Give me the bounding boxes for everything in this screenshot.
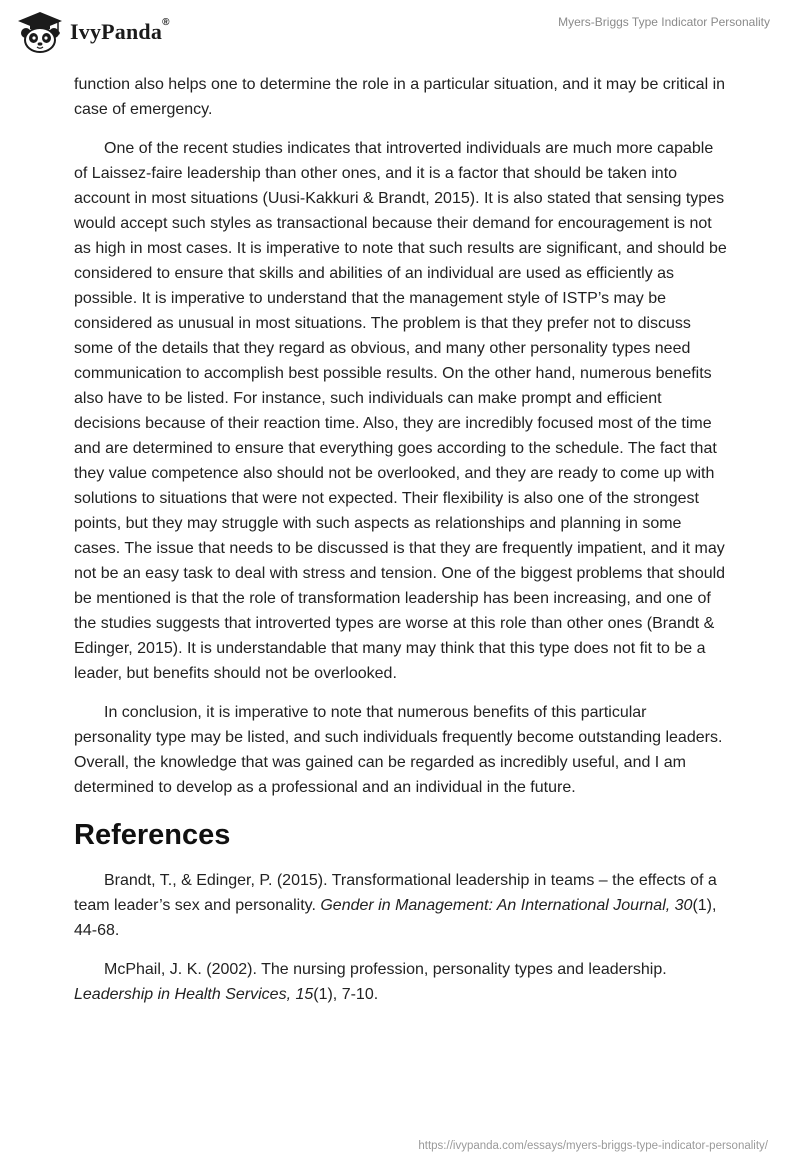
paragraph: One of the recent studies indicates that introverted individuals are much more capable of Laissez-faire leadership than other ones, and it is a factor that should be taken into account in most situations (Uusi-Kakkuri & Brandt, 2015). It is also stated that sensing types would accept such styles as transactional because their demand for encouragement is not as high in most cases. It is imperative to note that such results are significant, and should be considered to ensure that skills and abilities of an individual are used as efficiently as possible. It is imperative to understand that the management style of ISTP’s may be considered as unusual in most situations. The problem is that they prefer not to discuss some of the details that they regard as obvious, and many other personality types need communication to accomplish best possible results. On the other hand, numerous benefits also have to be listed. For instance, such individuals can make prompt and efficient decisions because of their reaction time. Also, they are incredibly focused most of the time and are determined to ensure that everything goes according to the schedule. The fact that they value competence also should not be overlooked, and they are ready to come up with solutions to situations that were not expected. Their flexibility is also one of the strongest points, but they may struggle with such aspects as relationships and planning in some cases. The issue that needs to be discussed is that they are frequently impatient, and it may not be an easy task to deal with stress and tension. One of the biggest problems that should be mentioned is that the role of transformation leadership has been increasing, and one of the studies suggests that introverted types are worse at this role than other ones (Brandt & Edinger, 2015). It is understandable that many may think that this type does not fit to be a leader, but benefits should not be overlooked. <box>74 140 727 682</box>
reference-issue: (1), 7-10. <box>313 986 379 1003</box>
reference-text: McPhail, J. K. (2002). The nursing profession, personality types and leadership. <box>104 961 667 978</box>
ivypanda-logo[interactable] <box>16 8 170 56</box>
reference-text: Brandt, T., & Edinger, P. (2015). Transformational leadership in teams – the effects of a team leader’s sex and personality. <box>74 872 717 914</box>
logo-wordmark: IvyPanda® <box>70 17 170 44</box>
reference-entry <box>74 957 728 1007</box>
essay-content <box>74 72 728 1021</box>
conclusion-paragraph: In conclusion, it is imperative to note that numerous benefits of this particular personality type may be listed, and such individuals frequently become outstanding leaders. Overall, the knowledge that was gained can be regarded as incredibly useful, and I am determined to develop as a professional and an individual in the future. <box>74 704 723 796</box>
reference-journal: Leadership in Health Services, 15 <box>74 986 314 1003</box>
reference-entry <box>74 868 728 943</box>
page-header <box>0 0 800 60</box>
source-url[interactable]: https://ivypanda.com/essays/myers-briggs-type-indicator-personality/ <box>418 1140 768 1152</box>
reference-issue: (1), 44-68. <box>74 897 717 939</box>
document-title: Myers-Briggs Type Indicator Personality <box>558 15 770 29</box>
reference-journal: Gender in Management: An International Journal, 30 <box>320 897 693 914</box>
paragraph-continuation: function also helps one to determine the role in a particular situation, and it may be critical in case of emergency. <box>74 76 726 118</box>
panda-graduate-icon <box>16 10 64 54</box>
references-heading: References <box>74 819 231 851</box>
